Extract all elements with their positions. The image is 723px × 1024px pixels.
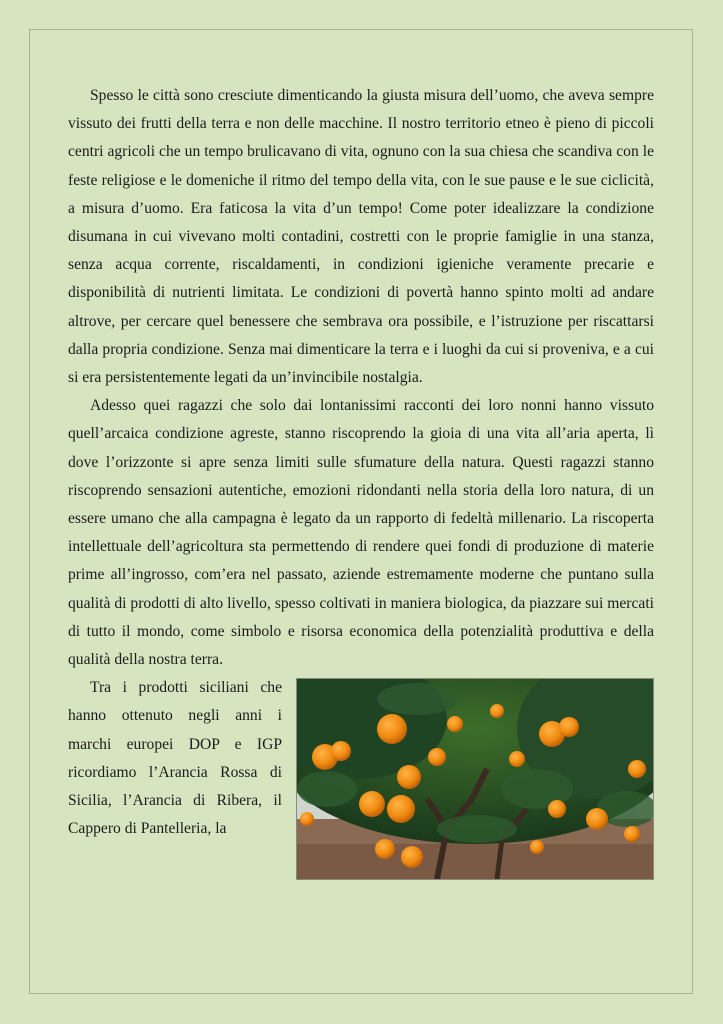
paragraph-1: Spesso le città sono cresciute dimenticando la giusta misura dell’uomo, che aveva sempre vissuto dei frutti della terra e non delle macchine. Il nostro territorio etneo è pieno di piccoli centri agricoli che un tempo brulicavano di vita, ognuno con la sua chiesa che scandiva con le feste religiose e le domeniche il ritmo del tempo della vita, con le sue pause e le sue ciclicità, a misura d’uomo. Era faticosa la vita d’un tempo! Come poter idealizzare la condizione disumana in cui vivevano molti contadini, costretti con le proprie famiglie in una stanza, senza acqua corrente, riscaldamenti, in condizioni igieniche veramente precarie e disponibilità di nutrienti limitata. Le condizioni di povertà hanno spinto molti ad andare altrove, per cercare quel benessere che sembrava ora possibile, e l’istruzione per riscattarsi dalla propria condizione. Senza mai dimenticare la terra e i luoghi da cui si proveniva, e a cui si era persistentemente legati da un’invincibile nostalgia.: [68, 87, 654, 387]
paragraph-2: Adesso quei ragazzi che solo dai lontanissimi racconti dei loro nonni hanno vissuto quell’arcaica condizione agreste, stanno riscoprendo la gioia di una vita all’aria aperta, lì dove l’orizzonte si apre senza limiti sulle sfumature della natura. Questi ragazzi stanno riscoprendo sensazioni autentiche, emozioni ridondanti nella storia della loro natura, di un essere umano che alla campagna è legato da un rapporto di fedeltà millenario. La riscoperta intellettuale dell’agricoltura sta permettendo di rendere quei fondi di produzione di materie prime all’ingrosso, com’era nel passato, aziende estremamente moderne che puntano sulla qualità di prodotti di alto livello, spesso coltivati in maniera biologica, da piazzare sui mercati di tutto il mondo, come simbolo e risorsa economica della potenzialità produttiva e della qualità della nostra terra.: [68, 397, 654, 669]
orange-tree-photo: [296, 678, 654, 880]
paragraph-3: Tra i prodotti siciliani che hanno ottenuto negli anni i marchi europei DOP e IGP ricordiamo l’Arancia Rossa di Sicilia, l’Arancia di Ribera, il Cappero di Pantelleria, la: [68, 679, 282, 838]
article-body: [68, 82, 654, 884]
